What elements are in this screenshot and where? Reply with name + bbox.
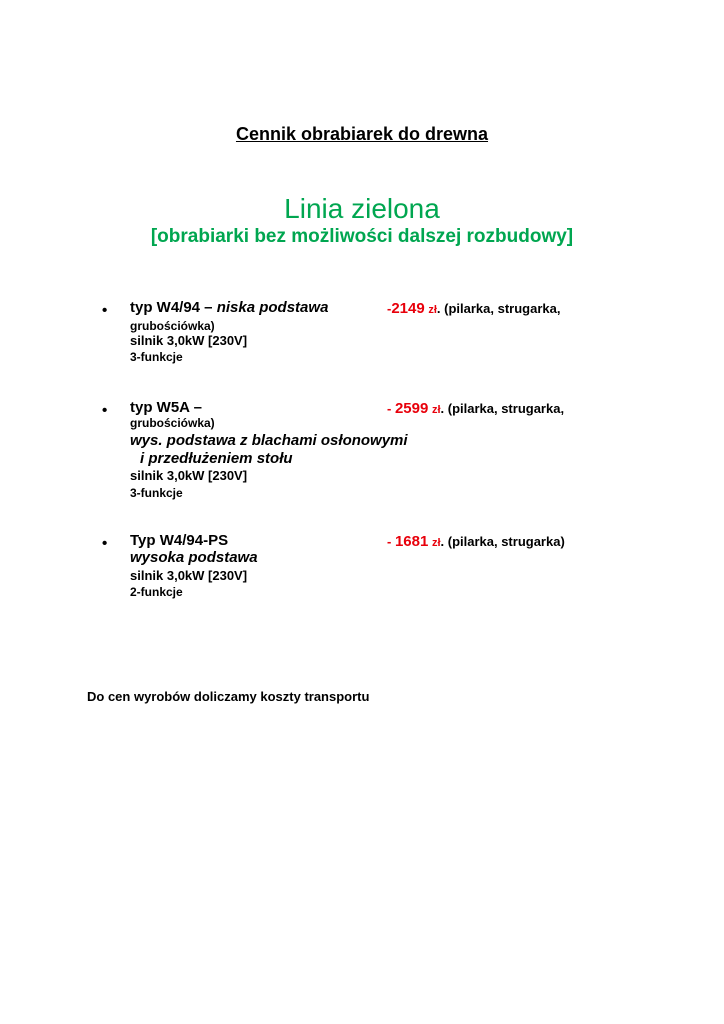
item-name-italic: niska podstawa — [216, 299, 329, 316]
document-title: Cennik obrabiarek do drewna — [235, 124, 489, 144]
bullet-icon: • — [102, 535, 108, 552]
item-motor: silnik 3,0kW [230V] — [130, 333, 248, 348]
bullet-icon: • — [102, 402, 108, 419]
bullet-icon: • — [102, 302, 108, 319]
item-motor: silnik 3,0kW [230V] — [130, 568, 248, 583]
item-price: -2149 zł. (pilarka, strugarka, — [387, 300, 561, 317]
item-functions: 3-funkcje — [130, 350, 183, 364]
product-line-name: Linia zielona — [284, 193, 440, 224]
item-price: - 1681 zł. (pilarka, strugarka) — [387, 533, 565, 550]
item-description: i przedłużeniem stołu — [140, 450, 293, 467]
item-name: typ W5A – — [130, 399, 202, 416]
item-continuation: grubościówka) — [130, 416, 215, 430]
item-continuation: grubościówka) — [130, 319, 215, 333]
product-line-subtitle: [obrabiarki bez możliwości dalszej rozbudowy] — [150, 226, 574, 247]
item-price: - 2599 zł. (pilarka, strugarka, — [387, 400, 565, 417]
item-name: typ W4/94 – niska podstawa — [130, 299, 329, 316]
item-functions: 2-funkcje — [130, 585, 183, 599]
item-motor: silnik 3,0kW [230V] — [130, 468, 248, 483]
item-functions: 3-funkcje — [130, 486, 183, 500]
item-name: Typ W4/94-PS — [130, 532, 229, 549]
item-description: wys. podstawa z blachami osłonowymi — [130, 432, 408, 449]
transport-note: Do cen wyrobów doliczamy koszty transportu — [87, 689, 370, 704]
item-description: wysoka podstawa — [130, 549, 258, 566]
